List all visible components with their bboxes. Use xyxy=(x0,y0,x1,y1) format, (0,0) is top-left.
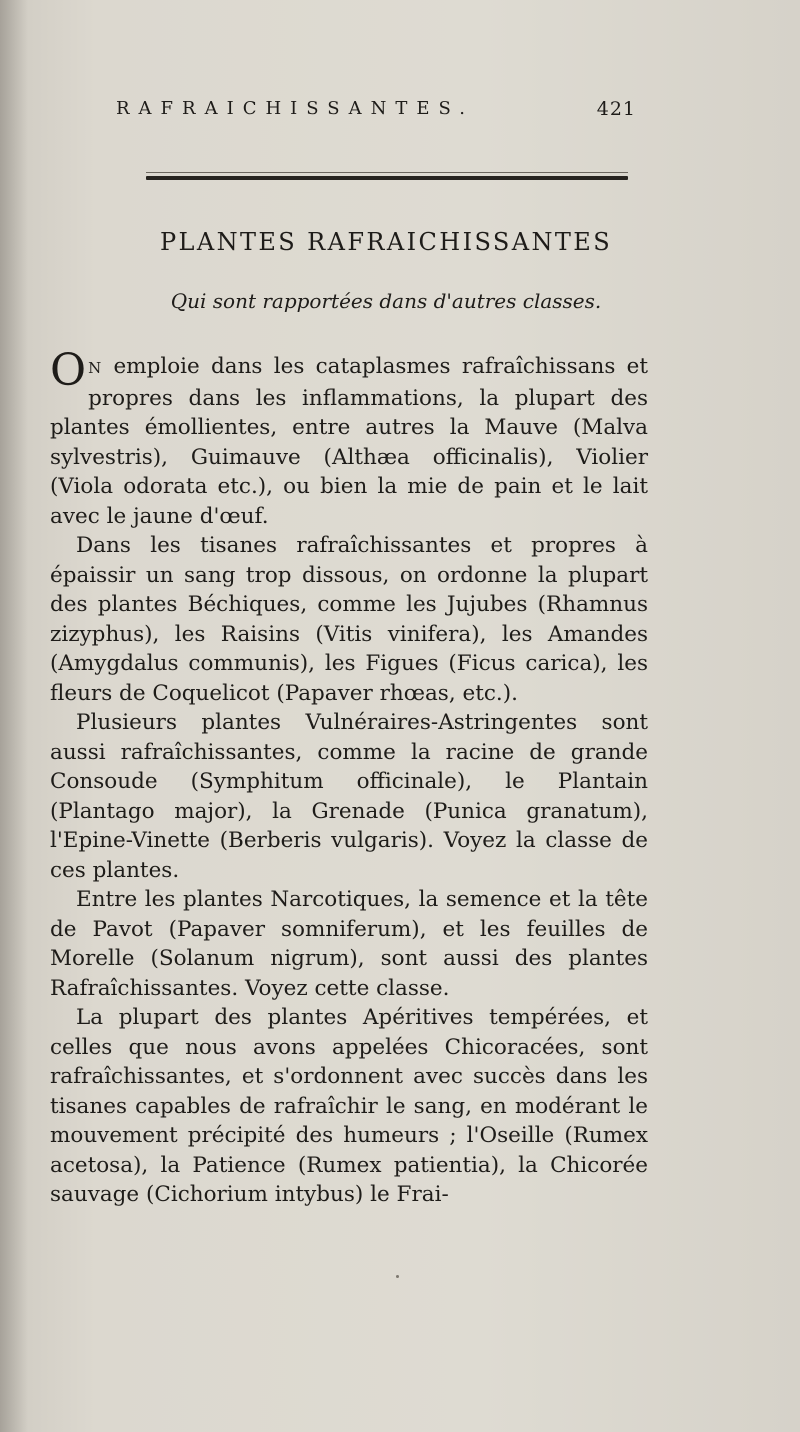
paragraph-4 xyxy=(50,885,648,1003)
page-number: 421 xyxy=(596,98,636,120)
paragraph-text: Entre les plantes Narcotiques, la semence et la tête de Pavot (Papaver somniferum), et les feuilles de Morelle (Solanum nigrum), sont aussi des plantes Rafraîchissantes. Voyez cette classe. xyxy=(50,887,648,1001)
paragraph-5 xyxy=(50,1003,648,1210)
paragraph-text: emploie dans les cataplasmes rafraîchissans et propres dans les inflammations, la plupart des plantes émollientes, entre autres la Mauve (Malva sylvestris), Guimauve (Althæa officinalis), Violier (Viola odorata etc.), ou bien la mie de pain et le lait avec le jaune d'œuf. xyxy=(50,354,648,529)
paper-speck xyxy=(396,1275,399,1278)
running-head xyxy=(116,98,636,128)
paragraph-3 xyxy=(50,708,648,885)
header-rule xyxy=(146,176,628,180)
paragraph-text: Plusieurs plantes Vulnéraires-Astringentes sont aussi rafraîchissantes, comme la racine de grande Consoude (Symphitum officinale), le Plantain (Plantago major), la Grenade (Punica granatum), l'Epine-Vinette (Berberis vulgaris). Voyez la classe de ces plantes. xyxy=(50,710,648,883)
section-heading: PLANTES RAFRAICHISSANTES xyxy=(159,228,613,256)
section-subheading: Qui sont rapportées dans d'autres classes. xyxy=(170,289,602,313)
paragraph-text: Dans les tisanes rafraîchissantes et propres à épaissir un sang trop dissous, on ordonne la plupart des plantes Béchiques, comme les Jujubes (Rhamnus zizyphus), les Raisins (Vitis vinifera), les Amandes (Amygdalus communis), les Figues (Ficus carica), les fleurs de Coquelicot (Papaver rhœas, etc.). xyxy=(50,533,648,706)
spine-shadow xyxy=(0,0,28,1432)
header-rule-thin xyxy=(146,172,628,173)
drop-cap-lead: N xyxy=(88,359,103,377)
drop-cap: O xyxy=(50,345,87,396)
body-text xyxy=(50,345,648,1210)
paragraph-1 xyxy=(50,345,648,531)
paragraph-2 xyxy=(50,531,648,708)
paragraph-text: La plupart des plantes Apéritives tempérées, et celles que nous avons appelées Chicoracées, sont rafraîchissantes, et s'ordonnent avec succès dans les tisanes capables de rafraîchir le sang, en modérant le mouvement précipité des humeurs ; l'Oseille (Rumex acetosa), la Patience (Rumex patientia), la Chicorée sauvage (Cichorium intybus) le Frai- xyxy=(50,1005,648,1207)
running-head-title: RAFRAICHISSANTES. xyxy=(116,98,474,119)
